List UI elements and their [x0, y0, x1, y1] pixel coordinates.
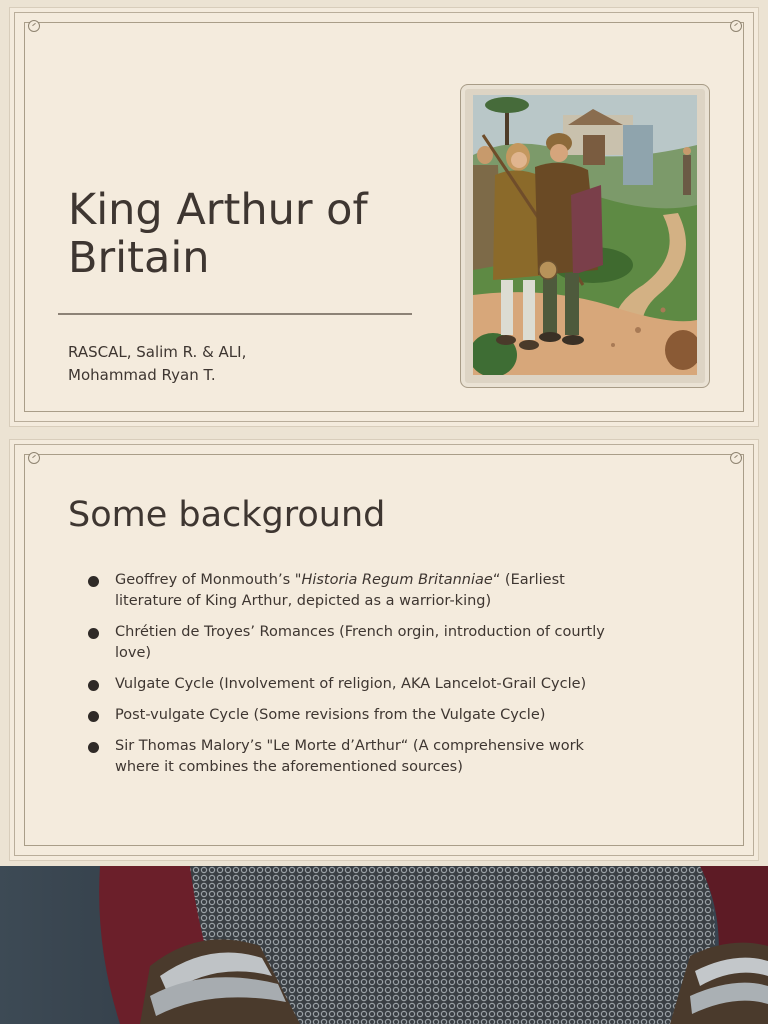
list-item — [88, 705, 608, 726]
chainmail-armor-illustration — [0, 866, 768, 1024]
corner-ornament-icon — [28, 452, 40, 464]
background-slide[interactable] — [10, 440, 758, 860]
bullet-text: Post-vulgate Cycle (Some revisions from the Vulgate Cycle) — [115, 707, 546, 723]
corner-ornament-icon — [28, 20, 40, 32]
bullet-text-after: “ (Earliest literature of King Arthur, depicted as a warrior-king) — [115, 572, 565, 609]
bullet-text: Chrétien de Troyes’ Romances (French orgin, introduction of courtly love) — [115, 624, 605, 661]
slide-title: King Arthur of Britain — [68, 185, 368, 283]
corner-ornament-icon — [730, 20, 742, 32]
pilgrims-illustration — [473, 95, 697, 375]
bullet-text-before: Geoffrey of Monmouth’s " — [115, 572, 302, 588]
authors-line: Mohammad Ryan T. — [68, 366, 216, 384]
bullet-icon — [88, 628, 99, 639]
bullet-text-italic: Historia Regum Britanniae — [301, 572, 493, 588]
bullet-icon — [88, 680, 99, 691]
slide-title: Some background — [68, 495, 386, 535]
authors-subtitle — [68, 341, 368, 387]
bullet-icon — [88, 711, 99, 722]
list-item — [88, 570, 608, 612]
bullet-list — [88, 570, 608, 788]
title-slide[interactable] — [10, 8, 758, 426]
bullet-icon — [88, 576, 99, 587]
bullet-text: Sir Thomas Malory’s "Le Morte d’Arthur“ (A comprehensive work where it combines the aforementioned sources) — [115, 738, 584, 775]
authors-line: RASCAL, Salim R. & ALI, — [68, 343, 247, 361]
list-item — [88, 736, 608, 778]
picture-frame — [460, 84, 710, 388]
list-item — [88, 622, 608, 664]
list-item — [88, 674, 608, 695]
corner-ornament-icon — [730, 452, 742, 464]
bullet-icon — [88, 742, 99, 753]
title-divider — [58, 313, 412, 315]
armor-slide-image[interactable] — [0, 866, 768, 1024]
bullet-text: Vulgate Cycle (Involvement of religion, AKA Lancelot-Grail Cycle) — [115, 676, 587, 692]
medieval-painting-image — [473, 95, 697, 375]
